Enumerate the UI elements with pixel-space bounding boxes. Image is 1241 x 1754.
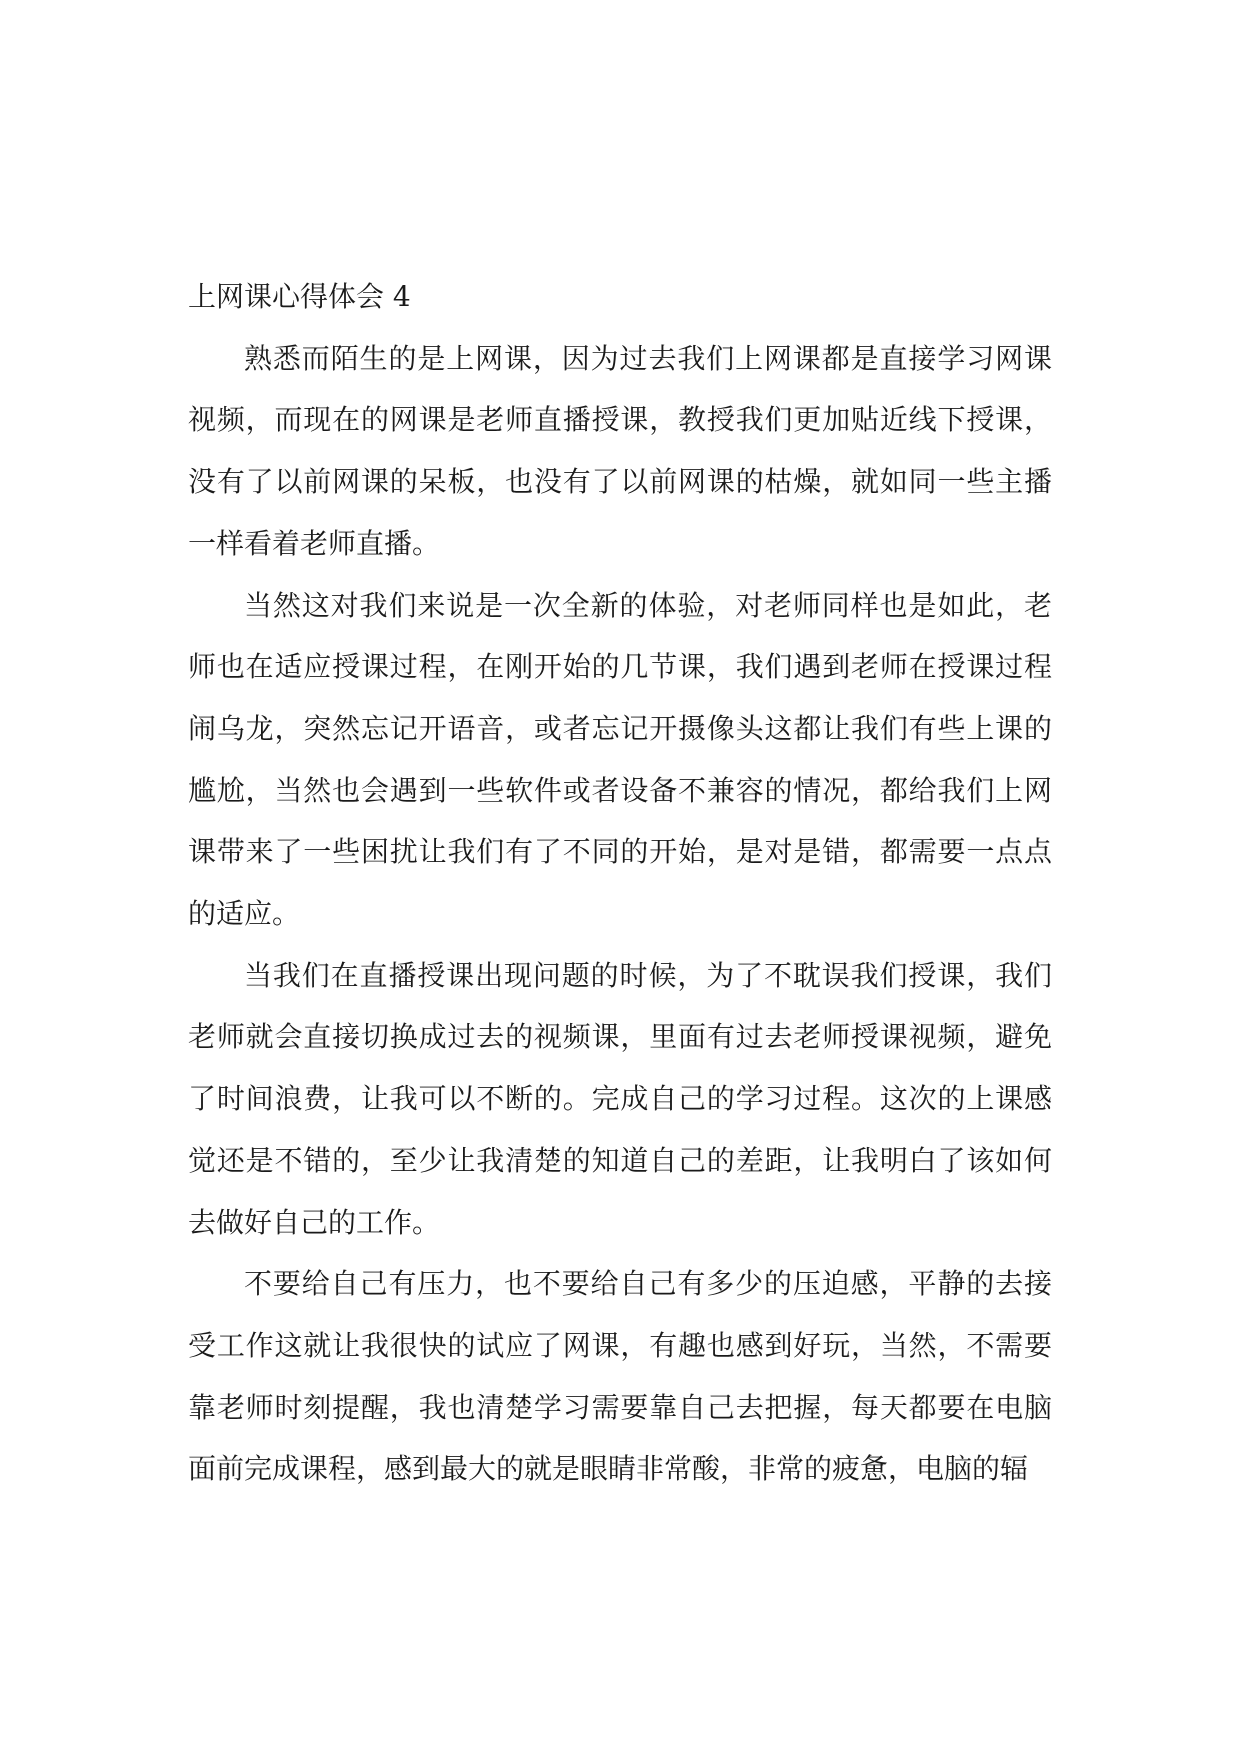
paragraph-3: 当我们在直播授课出现问题的时候，为了不耽误我们授课，我们老师就会直接切换成过去的视频课，里面有过去老师授课视频，避免了时间浪费，让我可以不断的。完成自己的学习过程。这次的上课感觉还是不错的，至少让我清楚的知道自己的差距，让我明白了该如何去做好自己的工作。	[188, 958, 1052, 1239]
document-body	[188, 266, 1052, 1500]
document-title: 上网课心得体会 4	[188, 280, 411, 313]
paragraph-2: 当然这对我们来说是一次全新的体验，对老师同样也是如此，老师也在适应授课过程，在刚开始的几节课，我们遇到老师在授课过程闹乌龙，突然忘记开语音，或者忘记开摄像头这都让我们有些上课的尴尬，当然也会遇到一些软件或者设备不兼容的情况，都给我们上网课带来了一些困扰让我们有了不同的开始，是对是错，都需要一点点的适应。	[188, 588, 1052, 931]
paragraph-4: 不要给自己有压力，也不要给自己有多少的压迫感，平静的去接受工作这就让我很快的试应了网课，有趣也感到好玩，当然，不需要靠老师时刻提醒，我也清楚学习需要靠自己去把握，每天都要在电脑面前完成课程，感到最大的就是眼睛非常酸，非常的疲惫，电脑的辐	[188, 1267, 1052, 1486]
paragraph-1: 熟悉而陌生的是上网课，因为过去我们上网课都是直接学习网课视频，而现在的网课是老师直播授课，教授我们更加贴近线下授课，没有了以前网课的呆板，也没有了以前网课的枯燥，就如同一些主播一样看着老师直播。	[188, 341, 1052, 560]
